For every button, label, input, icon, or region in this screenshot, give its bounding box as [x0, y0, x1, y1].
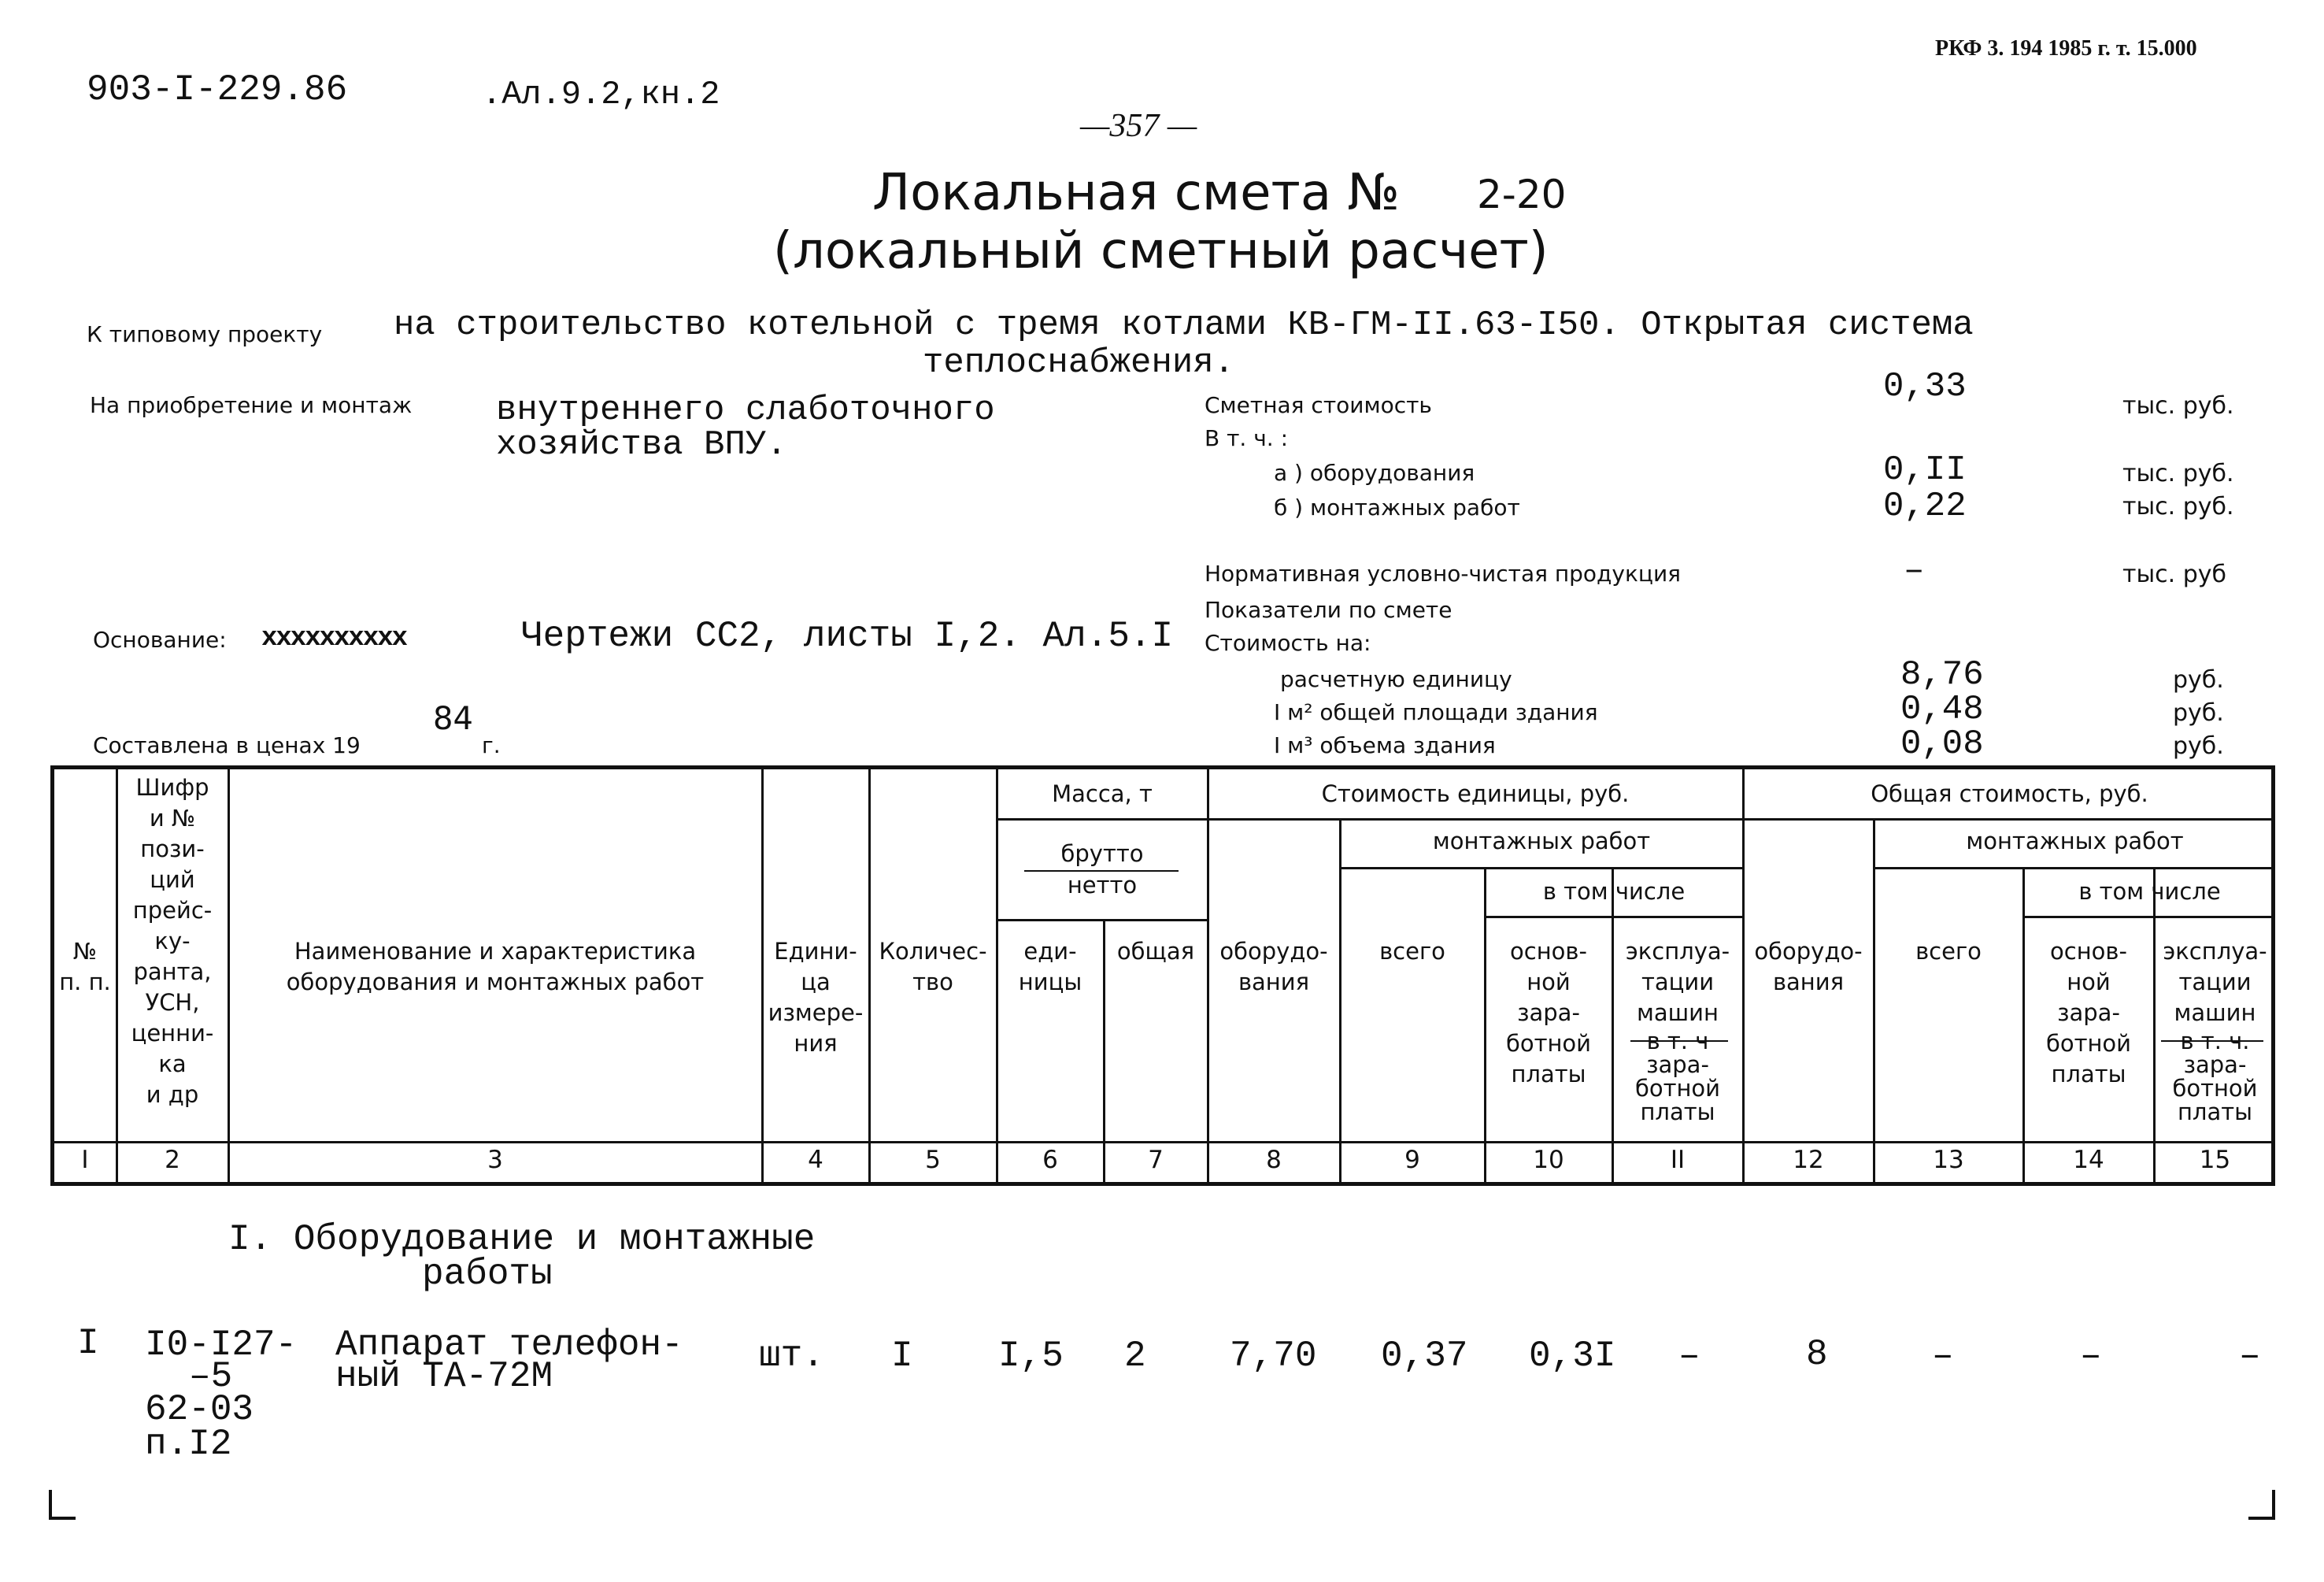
project-text-line1: на строительство котельной с тремя котлами КВ-ГМ-II.63-I50. Открытая система: [394, 306, 1974, 345]
col-number: II: [1670, 1146, 1686, 1174]
header-installation: монтажных работ: [1432, 828, 1651, 854]
row-quantity: I: [891, 1336, 913, 1376]
header-total-2: всего: [1915, 938, 1982, 965]
row-no: I: [77, 1323, 99, 1364]
header-machines: эксплуа- тации машин: [1625, 938, 1730, 1026]
row-name-line1: Аппарат телефон-: [335, 1325, 683, 1365]
row-wage: 0,3I: [1529, 1336, 1616, 1376]
header-name: Наименование и характеристика оборудования и монтажных работ: [286, 938, 705, 995]
prices-year: 84: [433, 701, 473, 737]
cost-value: 0,33: [1883, 367, 1967, 406]
row-equipment-total: 8: [1806, 1334, 1828, 1375]
prices-suffix: г.: [482, 732, 501, 758]
row-mass-total: 2: [1124, 1336, 1146, 1376]
document-code: 903-I-229.86: [87, 69, 348, 110]
purpose-label: На приобретение и монтаж: [90, 392, 413, 418]
installation-value: 0,22: [1883, 487, 1967, 526]
volume-value: 0,08: [1900, 724, 1984, 764]
header-wage-2: основ- ной зара- ботной платы: [2045, 938, 2132, 1087]
including-label: В т. ч. :: [1205, 425, 1288, 451]
header-equipment: оборудо- вания: [1219, 938, 1328, 995]
project-label: К типовому проекту: [87, 321, 323, 347]
col-number: 7: [1148, 1146, 1164, 1174]
row-code-line1: I0-I27-: [145, 1325, 298, 1365]
col-number: 4: [808, 1146, 823, 1174]
header-machines-wage-2: в т. ч. зара- ботной платы: [2172, 1028, 2258, 1125]
installation-unit: тыс. руб.: [2122, 493, 2234, 521]
album-reference: .Ал.9.2,кн.2: [482, 76, 720, 113]
cost-per-label: Стоимость на:: [1205, 630, 1371, 656]
header-quantity: Количес- тво: [879, 938, 987, 995]
row-installation-total-2: –: [1932, 1336, 1954, 1376]
col-number: 3: [487, 1146, 503, 1174]
header-brutto: брутто: [1060, 840, 1144, 867]
normative-unit: тыс. руб: [2122, 561, 2227, 588]
header-no: № п. п.: [59, 938, 111, 995]
basis-text: Чертежи СС2, листы I,2. Ал.5.I: [521, 616, 1174, 657]
row-code-line3: 62-03: [145, 1389, 254, 1430]
page-title: Локальная смета №: [872, 164, 1400, 222]
section-title-line1: I. Оборудование и монтажные: [228, 1219, 816, 1260]
header-mass: Масса, т: [1052, 780, 1153, 807]
estimate-table: [50, 765, 2275, 1186]
header-mass-total: общая: [1116, 938, 1195, 965]
header-machines-wage: в т. ч зара- ботной платы: [1634, 1028, 1721, 1125]
equipment-label: а ) оборудования: [1274, 460, 1475, 486]
row-code-line2: –5: [189, 1356, 233, 1397]
area-value: 0,48: [1900, 690, 1984, 729]
header-total-cost: Общая стоимость, руб.: [1871, 780, 2148, 807]
purpose-text-line2: хозяйства ВПУ.: [496, 425, 787, 465]
page-subtitle: (локальный сметный расчет): [773, 222, 1549, 280]
col-number: 15: [2199, 1146, 2231, 1174]
row-wage-2: –: [2080, 1336, 2102, 1376]
row-mass-unit: I,5: [998, 1336, 1064, 1376]
col-number: 2: [165, 1146, 180, 1174]
corner-mark-left: [47, 1488, 79, 1528]
header-total: всего: [1379, 938, 1445, 965]
row-installation-total: 0,37: [1381, 1336, 1468, 1376]
col-number: 9: [1404, 1146, 1420, 1174]
page-number: —357 —: [1080, 108, 1197, 144]
section-title-line2: работы: [422, 1254, 553, 1295]
prices-label: Составлена в ценах 19: [93, 732, 361, 758]
col-number: 12: [1793, 1146, 1824, 1174]
row-machines-2: –: [2239, 1336, 2261, 1376]
header-unit-cost: Стоимость единицы, руб.: [1321, 780, 1630, 807]
unit-value: 8,76: [1900, 655, 1984, 695]
col-number: 14: [2073, 1146, 2104, 1174]
col-number: 8: [1266, 1146, 1282, 1174]
row-code-line4: п.I2: [145, 1424, 232, 1465]
row-machines: –: [1678, 1336, 1700, 1376]
equipment-value: 0,II: [1883, 450, 1967, 490]
purpose-text-line1: внутреннего слаботочного: [496, 391, 995, 430]
project-text-line2: теплоснабжения.: [923, 343, 1235, 383]
col-number: 6: [1042, 1146, 1058, 1174]
installation-label: б ) монтажных работ: [1274, 495, 1520, 521]
volume-label: I м³ объема здания: [1274, 732, 1496, 758]
unit-label: расчетную единицу: [1280, 666, 1512, 692]
basis-label: Основание:: [93, 627, 227, 653]
header-mass-unit: еди- ницы: [1018, 938, 1082, 995]
header-installation-2: монтажных работ: [1966, 828, 2184, 854]
header-wage: основ- ной зара- ботной платы: [1505, 938, 1592, 1087]
row-equipment: 7,70: [1230, 1336, 1317, 1376]
col-number: 5: [925, 1146, 941, 1174]
header-machines-2: эксплуа- тации машин: [2163, 938, 2267, 1026]
row-name-line2: ный ТА-72М: [335, 1356, 553, 1397]
corner-mark-right: [2245, 1488, 2277, 1528]
indicators-label: Показатели по смете: [1205, 597, 1452, 623]
header-unit: Едини- ца измере- ния: [768, 938, 864, 1057]
col-number: 13: [1933, 1146, 1964, 1174]
header-equipment-2: оборудо- вания: [1754, 938, 1863, 995]
row-unit: шт.: [759, 1336, 824, 1376]
basis-struck-text: xxxxxxxxxx: [261, 624, 407, 654]
equipment-unit: тыс. руб.: [2122, 460, 2234, 487]
stamp-text: РКФ 3. 194 1985 г. т. 15.000: [1935, 36, 2197, 61]
header-netto: нетто: [1067, 872, 1138, 898]
col-number: I: [81, 1146, 89, 1174]
header-including-2: в том числе: [2078, 878, 2221, 905]
estimate-number: 2-20: [1477, 172, 1567, 217]
volume-unit: руб.: [2173, 732, 2224, 760]
cost-unit: тыс. руб.: [2122, 392, 2234, 420]
col-number: 10: [1533, 1146, 1564, 1174]
unit-unit: руб.: [2173, 666, 2224, 694]
normative-value: –: [1904, 551, 1925, 591]
header-code: Шифр и № пози- ций прейс- ку- ранта, УСН, ценни- ка и др: [131, 774, 214, 1108]
header-including: в том числе: [1542, 878, 1686, 905]
cost-label: Сметная стоимость: [1205, 392, 1432, 418]
area-label: I м² общей площади здания: [1274, 699, 1598, 725]
normative-label: Нормативная условно-чистая продукция: [1205, 561, 1681, 587]
area-unit: руб.: [2173, 699, 2224, 727]
